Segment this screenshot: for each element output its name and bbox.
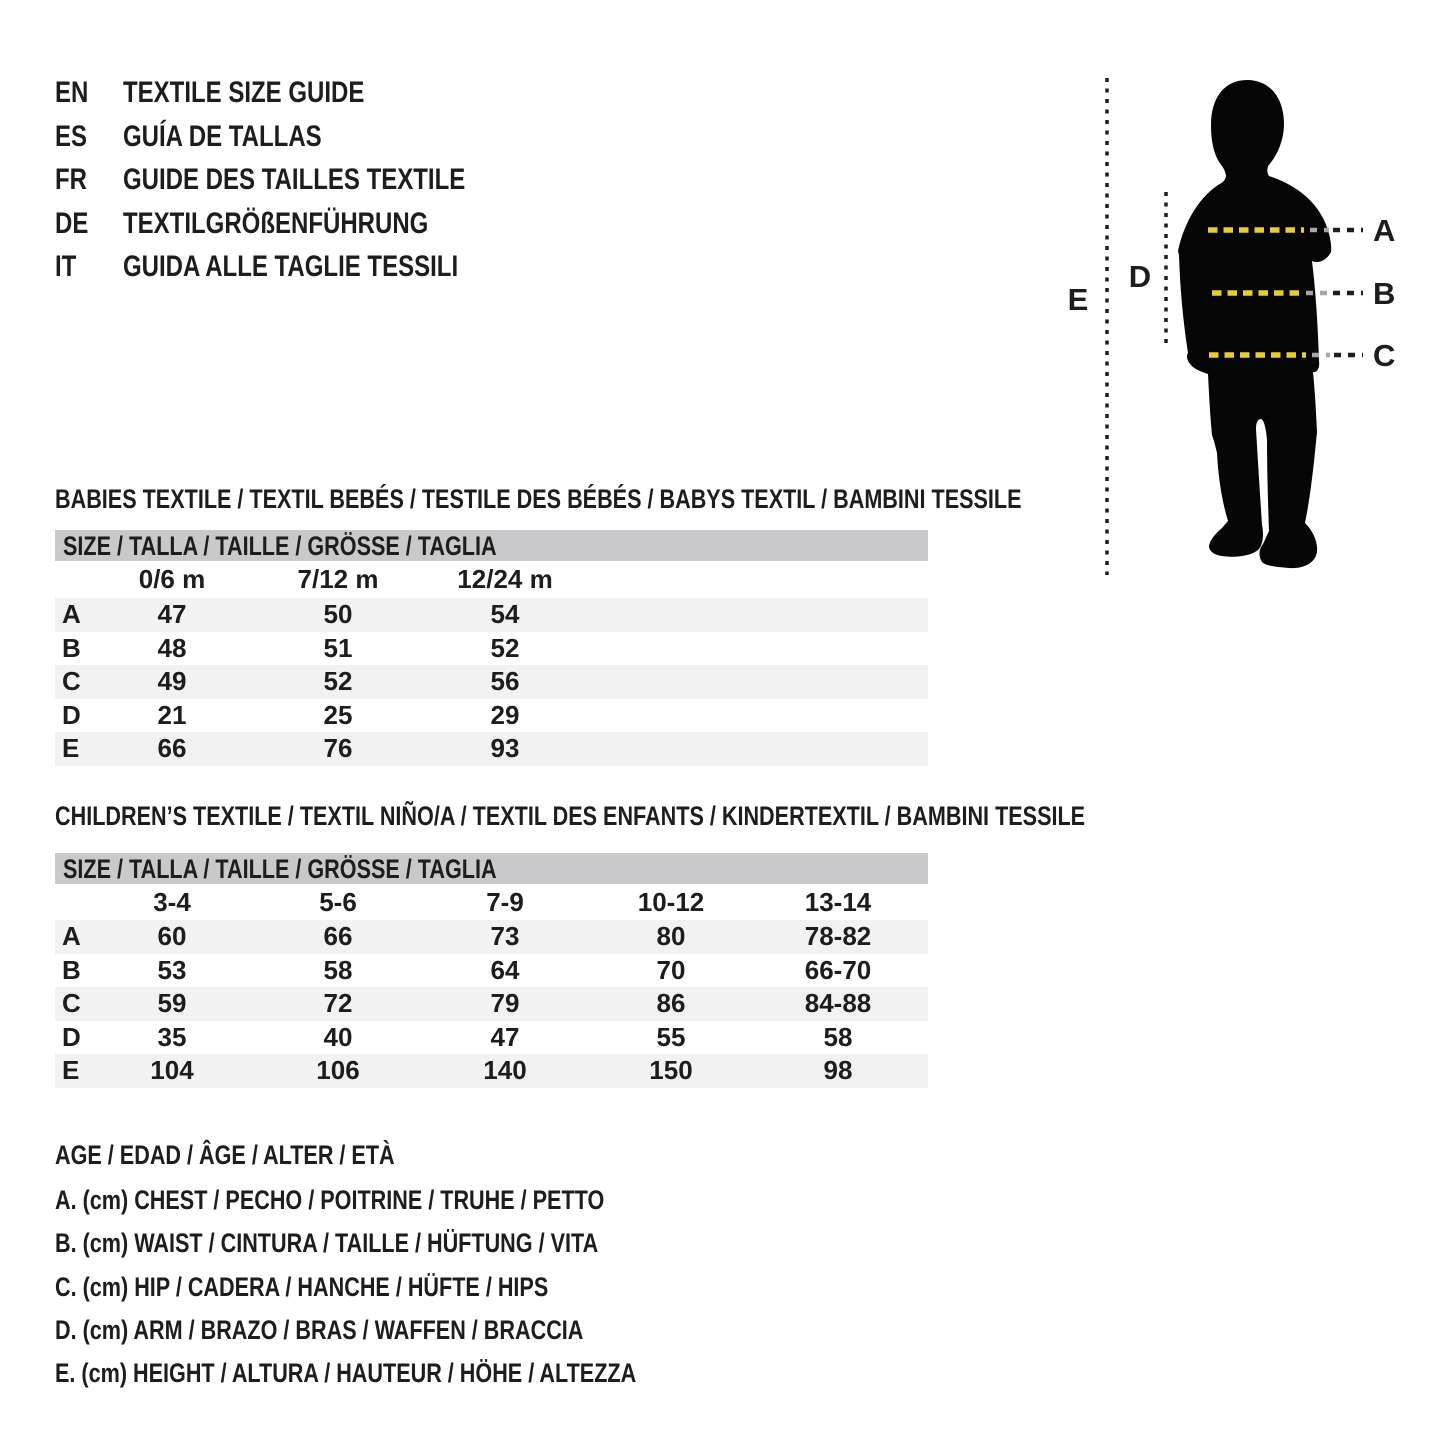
size-header-label: SIZE / TALLA / TAILLE / GRÖSSE / TAGLIA (63, 531, 497, 561)
language-code: ES (55, 119, 88, 153)
table-cell: 54 (490, 599, 520, 629)
table-cell: 150 (649, 1055, 693, 1085)
row-label: C (62, 988, 81, 1018)
child-silhouette-icon (1178, 80, 1331, 568)
table-cell: 52 (323, 666, 353, 696)
table-row-b (55, 954, 928, 988)
table-cell: 49 (157, 666, 187, 696)
table-cell: 86 (656, 988, 686, 1018)
column-header-row (55, 884, 928, 920)
header-line-fr (55, 163, 465, 197)
table-row-e (55, 732, 928, 766)
table-cell: 66 (323, 921, 353, 951)
table-cell: 25 (323, 699, 353, 730)
legend-waist: B. (cm) WAIST / CINTURA / TAILLE / HÜFTUNG / VITA (55, 1228, 599, 1258)
legend-arm: D. (cm) ARM / BRAZO / BRAS / WAFFEN / BRACCIA (55, 1315, 584, 1345)
table-cell: 79 (490, 988, 520, 1018)
column-header: 10-12 (637, 887, 705, 917)
table-row-a (55, 920, 928, 954)
table-cell: 58 (323, 954, 353, 985)
table-cell: 29 (490, 699, 520, 730)
language-code: DE (55, 206, 89, 240)
guide-title: GUIDA ALLE TAGLIE TESSILI (123, 250, 459, 283)
column-header-row (55, 561, 928, 598)
children-section-title: CHILDREN’S TEXTILE / TEXTIL NIÑO/A / TEXTIL DES ENFANTS / KINDERTEXTIL / BAMBINI TESSILE (55, 801, 1086, 831)
measure-label-a: A (1373, 213, 1396, 248)
table-cell: 55 (656, 1021, 686, 1052)
row-label: A (62, 599, 81, 629)
table-cell: 64 (490, 954, 520, 985)
legend-height: E. (cm) HEIGHT / ALTURA / HAUTEUR / HÖHE / ALTEZZA (55, 1358, 637, 1388)
table-row-c (55, 665, 928, 699)
column-header: 7/12 m (297, 564, 379, 594)
table-cell: 72 (323, 988, 353, 1018)
table-cell: 60 (157, 921, 187, 951)
size-header-band (55, 530, 928, 561)
measure-label-e: E (1067, 282, 1089, 317)
size-header-band (55, 853, 928, 884)
measure-label-b: B (1373, 276, 1396, 311)
table-cell: 40 (323, 1021, 353, 1052)
row-label: E (62, 733, 80, 763)
table-cell: 66 (157, 733, 187, 763)
row-label: E (62, 1055, 80, 1085)
table-cell: 106 (316, 1055, 360, 1085)
guide-title: GUIDE DES TAILLES TEXTILE (123, 163, 466, 196)
row-label: D (62, 699, 81, 730)
table-cell: 140 (483, 1055, 527, 1085)
table-cell: 47 (490, 1021, 520, 1052)
table-cell: 52 (490, 632, 520, 663)
column-header: 3-4 (153, 887, 191, 917)
legend-hip: C. (cm) HIP / CADERA / HANCHE / HÜFTE / HIPS (55, 1272, 549, 1302)
table-cell: 48 (157, 632, 187, 663)
header-line-it (55, 250, 458, 284)
language-code: FR (55, 163, 87, 196)
header-line-de (55, 207, 428, 241)
language-code: EN (55, 76, 89, 109)
table-cell: 51 (323, 632, 353, 663)
header-line-es (55, 120, 322, 154)
babies-section-title: BABIES TEXTILE / TEXTIL BEBÉS / TESTILE DES BÉBÉS / BABYS TEXTIL / BAMBINI TESSILE (55, 484, 1022, 514)
table-cell: 78-82 (804, 921, 872, 951)
table-row-e (55, 1054, 928, 1088)
guide-title: TEXTILE SIZE GUIDE (123, 76, 365, 109)
table-cell: 47 (157, 599, 187, 629)
table-cell: 50 (323, 599, 353, 629)
table-cell: 98 (823, 1055, 853, 1085)
measure-label-d: D (1128, 259, 1152, 294)
row-label: B (62, 954, 81, 985)
measurement-figure (1060, 70, 1420, 580)
children-size-table (55, 853, 928, 1088)
table-row-d (55, 1021, 928, 1055)
table-row-b (55, 632, 928, 666)
legend-age: AGE / EDAD / ÂGE / ALTER / ETÀ (55, 1140, 395, 1170)
row-label: D (62, 1021, 81, 1052)
table-cell: 56 (490, 666, 520, 696)
table-cell: 58 (823, 1021, 853, 1052)
guide-title: TEXTILGRÖßENFÜHRUNG (123, 206, 429, 240)
table-cell: 104 (150, 1055, 194, 1085)
guide-title: GUÍA DE TALLAS (123, 119, 322, 153)
table-cell: 53 (157, 954, 187, 985)
column-header: 12/24 m (457, 564, 553, 594)
table-cell: 73 (490, 921, 520, 951)
table-cell: 35 (157, 1021, 187, 1052)
table-cell: 76 (323, 733, 353, 763)
column-header: 0/6 m (138, 564, 206, 594)
babies-size-table (55, 530, 928, 766)
table-row-d (55, 699, 928, 733)
row-label: C (62, 666, 81, 696)
table-row-a (55, 598, 928, 632)
measure-label-c: C (1373, 338, 1396, 373)
table-cell: 70 (656, 954, 686, 985)
table-cell: 84-88 (804, 988, 872, 1018)
legend-chest: A. (cm) CHEST / PECHO / POITRINE / TRUHE / PETTO (55, 1185, 605, 1215)
row-label: B (62, 632, 81, 663)
language-code: IT (55, 250, 77, 283)
table-cell: 59 (157, 988, 187, 1018)
column-header: 13-14 (804, 887, 872, 917)
column-header: 7-9 (486, 887, 524, 917)
size-header-label: SIZE / TALLA / TAILLE / GRÖSSE / TAGLIA (63, 854, 497, 884)
table-cell: 80 (656, 921, 686, 951)
table-row-c (55, 987, 928, 1021)
table-cell: 66-70 (804, 954, 872, 985)
table-cell: 21 (157, 699, 187, 730)
row-label: A (62, 921, 81, 951)
table-cell: 93 (490, 733, 520, 763)
column-header: 5-6 (319, 887, 357, 917)
header-line-en (55, 76, 364, 110)
